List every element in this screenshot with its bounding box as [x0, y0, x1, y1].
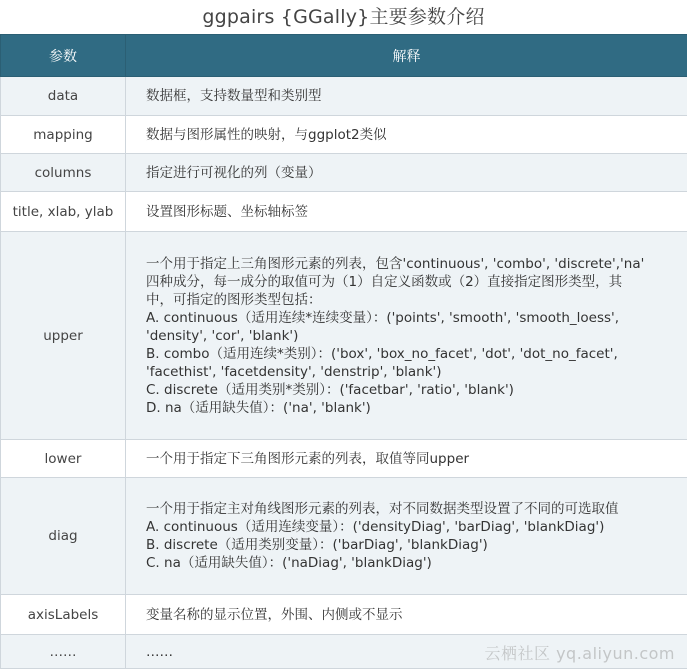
desc-cell	[126, 77, 687, 116]
params-table	[0, 34, 687, 669]
param-cell: axisLabels	[1, 595, 126, 635]
table-row	[1, 232, 687, 440]
desc-line: 数据框，支持数量型和类别型	[146, 88, 322, 104]
desc-cell	[126, 595, 687, 635]
desc-line: C. discrete（适用类别*类别）：('facetbar', 'ratio', 'blank')	[146, 381, 514, 398]
param-cell: diag	[1, 478, 126, 595]
desc-line: A. continuous（适用连续*连续变量）：('points', 'smooth', 'smooth_loess',	[146, 309, 620, 326]
desc-line: 四种成分，每一成分的取值可为（1）自定义函数或（2）直接指定图形类型，其	[146, 273, 623, 290]
page-title: ggpairs {GGally}主要参数介绍	[202, 6, 485, 28]
table-row	[1, 154, 687, 192]
table-row	[1, 478, 687, 595]
desc-cell	[126, 154, 687, 192]
param-cell: columns	[1, 154, 126, 192]
desc-line: A. continuous（适用连续变量）：('densityDiag', 'barDiag', 'blankDiag')	[146, 519, 605, 535]
desc-line: B. discrete（适用类别变量）：('barDiag', 'blankDiag')	[146, 537, 488, 553]
table-row	[1, 440, 687, 478]
watermark: 云栖社区 yq.aliyun.com	[484, 644, 675, 663]
desc-line: 设置图形标题、坐标轴标签	[146, 203, 308, 220]
desc-line: B. combo（适用连续*类别）：('box', 'box_no_facet', 'dot', 'dot_no_facet',	[146, 345, 618, 362]
desc-line: 中，可指定的图形类型包括：	[146, 291, 322, 308]
desc-cell	[126, 478, 687, 595]
table-row	[1, 116, 687, 154]
desc-line: 一个用于指定下三角图形元素的列表，取值等同upper	[146, 450, 470, 467]
param-cell: mapping	[1, 116, 126, 154]
param-cell: title, xlab, ylab	[1, 192, 126, 232]
param-cell: data	[1, 77, 126, 116]
desc-line: 指定进行可视化的列（变量）	[146, 164, 322, 181]
header-desc: 解释	[126, 35, 687, 77]
desc-line: ……	[146, 643, 173, 660]
desc-cell	[126, 440, 687, 478]
desc-cell	[126, 192, 687, 232]
table-header-row	[1, 35, 687, 77]
desc-line: 变量名称的显示位置，外围、内侧或不显示	[146, 606, 403, 623]
param-cell: ……	[1, 635, 126, 669]
desc-line: 数据与图形属性的映射，与ggplot2类似	[146, 126, 387, 143]
table-row	[1, 192, 687, 232]
table-row	[1, 595, 687, 635]
desc-cell	[126, 116, 687, 154]
desc-line: 一个用于指定上三角图形元素的列表，包含'continuous', 'combo', 'discrete','na'	[146, 255, 645, 272]
param-cell: lower	[1, 440, 126, 478]
desc-line: 'facethist', 'facetdensity', 'denstrip', 'blank')	[146, 363, 442, 380]
desc-cell	[126, 232, 687, 440]
header-param: 参数	[1, 35, 126, 77]
table-row	[1, 77, 687, 116]
desc-line: 一个用于指定主对角线图形元素的列表，对不同数据类型设置了不同的可选取值	[146, 501, 619, 517]
desc-line: C. na（适用缺失值）：('naDiag', 'blankDiag')	[146, 555, 432, 571]
desc-line: D. na（适用缺失值）：('na', 'blank')	[146, 399, 371, 416]
param-cell: upper	[1, 232, 126, 440]
desc-line: 'density', 'cor', 'blank')	[146, 327, 299, 344]
